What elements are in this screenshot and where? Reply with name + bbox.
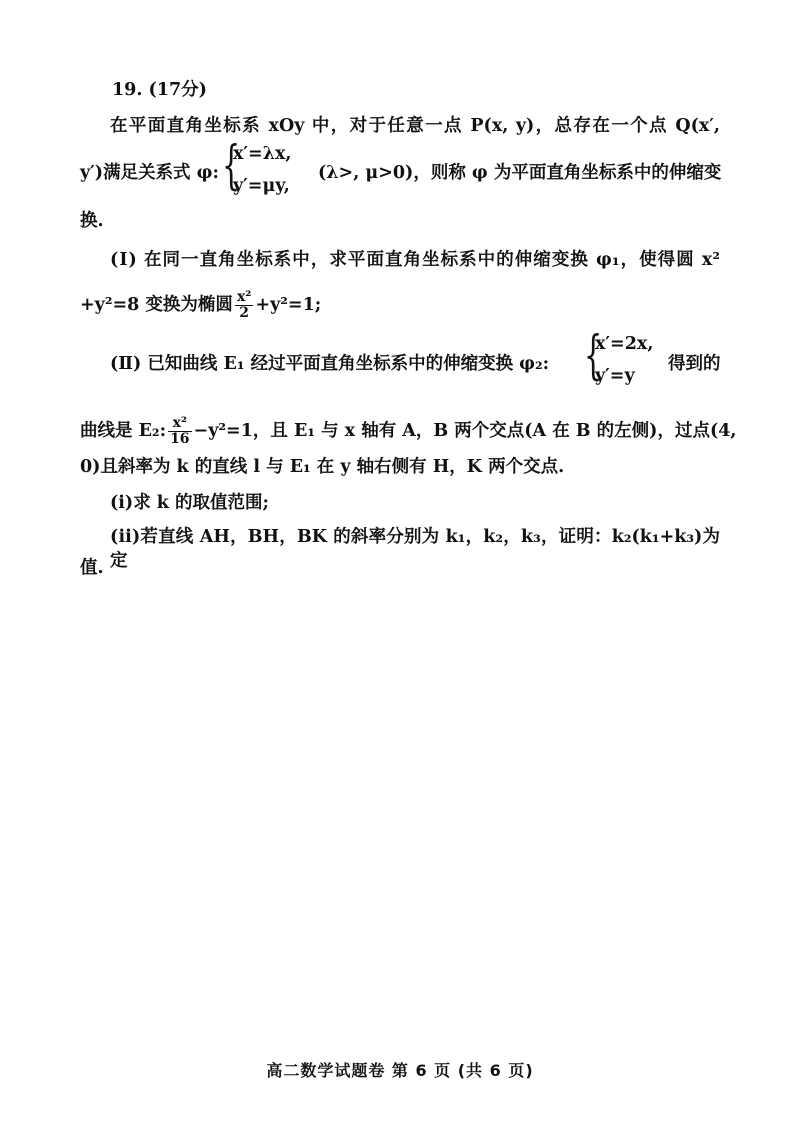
part2-system-row-2: y′=y: [595, 366, 635, 386]
sub-question-ii-line-2: 值.: [80, 558, 104, 578]
part2-line-2-suffix: −y²=1，且 E₁ 与 x 轴有 A，B 两个交点(A 在 B 的左侧)，过点(4,: [193, 421, 737, 441]
sub-question-i: (ⅰ)求 k 的取值范围;: [110, 493, 269, 513]
part1-line-2-prefix: +y²=8 变换为椭圆: [80, 295, 233, 315]
part1-line-1: (Ⅰ) 在同一直角坐标系中，求平面直角坐标系中的伸缩变换 φ₁，使得圆 x²: [110, 250, 720, 270]
part1-fraction-numerator: x²: [236, 289, 252, 305]
part2-fraction: [168, 416, 191, 447]
intro-line-1: 在平面直角坐标系 xOy 中，对于任意一点 P(x, y)，总存在一个点 Q(x′,: [110, 116, 720, 136]
intro-line-2-prefix: y′)满足关系式 φ:: [80, 163, 219, 183]
part2-line-3: 0)且斜率为 k 的直线 l 与 E₁ 在 y 轴右侧有 H，K 两个交点.: [80, 457, 565, 477]
part2-fraction-denominator: 16: [170, 431, 190, 447]
part1-fraction-denominator: 2: [239, 305, 250, 321]
part2-line-1-prefix: (Ⅱ) 已知曲线 E₁ 经过平面直角坐标系中的伸缩变换 φ₂:: [110, 354, 550, 374]
sub-question-ii-line-1: (ⅱ)若直线 AH，BH，BK 的斜率分别为 k₁，k₂，k₃，证明：k₂(k₁+k₃)为定: [110, 527, 720, 571]
brace-icon: {: [222, 136, 241, 196]
intro-system-row-2: y′=μy,: [233, 176, 290, 196]
intro-line-3: 换.: [80, 211, 104, 231]
part1-fraction: [235, 290, 253, 321]
intro-system-row-1: x′=λx,: [233, 144, 292, 164]
problem-number: 19. (17分): [112, 80, 207, 100]
intro-line-2-suffix: (λ>, μ>0)，则称 φ 为平面直角坐标系中的伸缩变: [318, 163, 722, 183]
part1-line-2-suffix: +y²=1;: [255, 295, 322, 315]
page-footer: 高二数学试题卷 第 6 页 (共 6 页): [266, 1061, 534, 1080]
part2-system-row-1: x′=2x,: [595, 334, 654, 354]
part2-line-1-suffix: 得到的: [668, 354, 721, 374]
brace-icon: {: [584, 326, 603, 386]
part2-line-2: [80, 416, 737, 447]
part2-fraction-numerator: x²: [168, 416, 191, 432]
part1-line-2: [80, 290, 321, 321]
part2-line-2-prefix: 曲线是 E₂:: [80, 421, 167, 441]
